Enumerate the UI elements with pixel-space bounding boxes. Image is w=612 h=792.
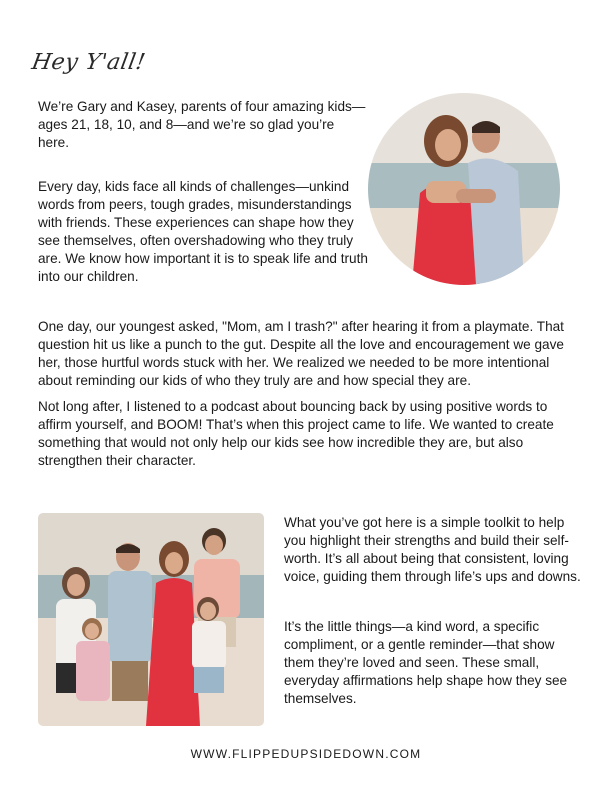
challenges-paragraph: Every day, kids face all kinds of challenges—unkind words from peers, tough grades, misunderstandings with friends. These experiences can shape how they see themselves, often overshadowing who they truly are. We know how important it is to speak life and truth into our children. xyxy=(38,179,368,284)
story-paragraph: One day, our youngest asked, "Mom, am I trash?" after hearing it from a playmate. That question hit us like a punch to the gut. Despite all the love and encouragement we gave her, those hurtful words stuck with her. We realized we needed to be more intentional about reminding our kids of who they truly are and how special they are. xyxy=(38,319,564,388)
couple-photo xyxy=(368,93,560,285)
intro-paragraph: We’re Gary and Kasey, parents of four amazing kids—ages 21, 18, 10, and 8—and we’re so glad you’re here. xyxy=(38,99,366,150)
family-photo xyxy=(38,513,264,726)
little-things-paragraph: It’s the little things—a kind word, a specific compliment, or a gentle reminder—that show them they’re loved and seen. These small, everyday affirmations help shape how they see themselves. xyxy=(284,619,568,706)
greeting-script: Hey Y'all! xyxy=(29,50,148,75)
toolkit-paragraph: What you’ve got here is a simple toolkit to help you highlight their strengths and build their self-worth. It’s all about being that consistent, loving voice, guiding them through life’s ups and downs. xyxy=(284,515,581,584)
project-origin-paragraph: Not long after, I listened to a podcast about bouncing back by using positive words to affirm yourself, and BOOM! That’s when this project came to life. We wanted to create something that would not only help our kids see how incredible they are, but also strengthen their character. xyxy=(38,399,554,468)
website-link[interactable]: WWW.FLIPPEDUPSIDEDOWN.COM xyxy=(190,747,422,761)
